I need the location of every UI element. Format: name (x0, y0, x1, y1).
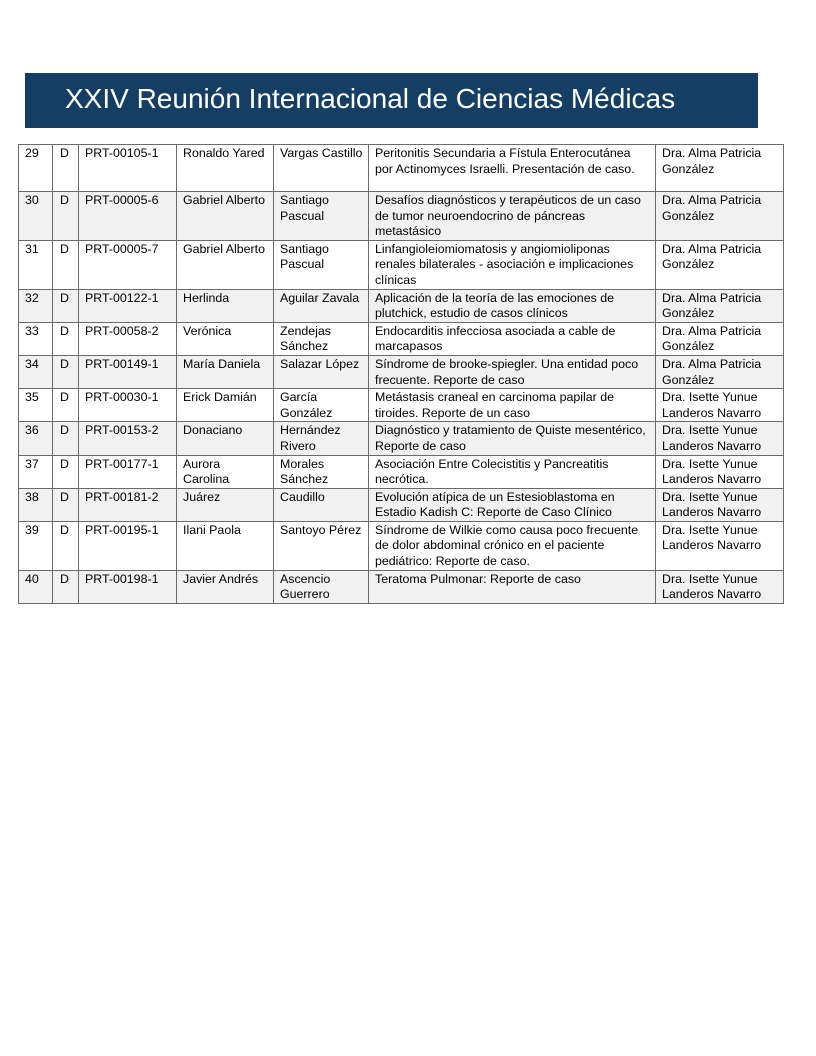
advisor-cell: Dra. Alma Patricia González (656, 322, 784, 355)
row-number-cell: 36 (19, 422, 53, 455)
registration-id-cell: PRT-00149-1 (79, 355, 177, 388)
type-cell: D (53, 521, 79, 570)
registration-id-cell: PRT-00005-7 (79, 240, 177, 289)
table-row (19, 389, 784, 422)
advisor-cell: Dra. Alma Patricia González (656, 240, 784, 289)
row-number-cell: 29 (19, 145, 53, 192)
registration-id-cell: PRT-00122-1 (79, 289, 177, 322)
work-title-cell: Desafíos diagnósticos y terapéuticos de un caso de tumor neuroendocrino de páncreas metastásico (369, 192, 656, 241)
registration-id-cell: PRT-00030-1 (79, 389, 177, 422)
last-name-cell: Zendejas Sánchez (274, 322, 369, 355)
table-row (19, 570, 784, 603)
row-number-cell: 37 (19, 455, 53, 488)
first-name-cell: Donaciano (177, 422, 274, 455)
table-row (19, 192, 784, 241)
work-title-cell: Peritonitis Secundaria a Fístula Enterocutánea por Actinomyces Israelli. Presentación de caso. (369, 145, 656, 192)
last-name-cell: Santiago Pascual (274, 240, 369, 289)
work-title-cell: Metástasis craneal en carcinoma papilar de tiroides. Reporte de un caso (369, 389, 656, 422)
registration-id-cell: PRT-00153-2 (79, 422, 177, 455)
registration-id-cell: PRT-00198-1 (79, 570, 177, 603)
advisor-cell: Dra. Alma Patricia González (656, 355, 784, 388)
work-title-cell: Asociación Entre Colecistitis y Pancreatitis necrótica. (369, 455, 656, 488)
first-name-cell: Verónica (177, 322, 274, 355)
work-title-cell: Evolución atípica de un Estesioblastoma en Estadio Kadish C: Reporte de Caso Clínico (369, 488, 656, 521)
last-name-cell: Salazar López (274, 355, 369, 388)
first-name-cell: Javier Andrés (177, 570, 274, 603)
first-name-cell: Ronaldo Yared (177, 145, 274, 192)
work-title-cell: Diagnóstico y tratamiento de Quiste mesentérico, Reporte de caso (369, 422, 656, 455)
type-cell: D (53, 240, 79, 289)
type-cell: D (53, 192, 79, 241)
last-name-cell: Hernández Rivero (274, 422, 369, 455)
work-title-cell: Aplicación de la teoría de las emociones de plutchick, estudio de casos clínicos (369, 289, 656, 322)
type-cell: D (53, 145, 79, 192)
type-cell: D (53, 422, 79, 455)
table-row (19, 289, 784, 322)
table-row (19, 521, 784, 570)
last-name-cell: Aguilar Zavala (274, 289, 369, 322)
row-number-cell: 30 (19, 192, 53, 241)
advisor-cell: Dra. Isette Yunue Landeros Navarro (656, 521, 784, 570)
row-number-cell: 35 (19, 389, 53, 422)
first-name-cell: María Daniela (177, 355, 274, 388)
row-number-cell: 34 (19, 355, 53, 388)
registration-id-cell: PRT-00058-2 (79, 322, 177, 355)
table-row (19, 355, 784, 388)
table-row (19, 322, 784, 355)
advisor-cell: Dra. Isette Yunue Landeros Navarro (656, 389, 784, 422)
table-row (19, 488, 784, 521)
registration-id-cell: PRT-00195-1 (79, 521, 177, 570)
type-cell: D (53, 455, 79, 488)
last-name-cell: Caudillo (274, 488, 369, 521)
table-row (19, 455, 784, 488)
advisor-cell: Dra. Isette Yunue Landeros Navarro (656, 570, 784, 603)
last-name-cell: Vargas Castillo (274, 145, 369, 192)
last-name-cell: Santoyo Pérez (274, 521, 369, 570)
work-title-cell: Endocarditis infecciosa asociada a cable de marcapasos (369, 322, 656, 355)
registration-id-cell: PRT-00181-2 (79, 488, 177, 521)
last-name-cell: García González (274, 389, 369, 422)
last-name-cell: Morales Sánchez (274, 455, 369, 488)
table-body (19, 145, 784, 604)
type-cell: D (53, 355, 79, 388)
type-cell: D (53, 289, 79, 322)
advisor-cell: Dra. Isette Yunue Landeros Navarro (656, 422, 784, 455)
type-cell: D (53, 322, 79, 355)
first-name-cell: Ilani Paola (177, 521, 274, 570)
row-number-cell: 39 (19, 521, 53, 570)
type-cell: D (53, 389, 79, 422)
table-row (19, 422, 784, 455)
type-cell: D (53, 488, 79, 521)
first-name-cell: Erick Damián (177, 389, 274, 422)
row-number-cell: 33 (19, 322, 53, 355)
first-name-cell: Herlinda (177, 289, 274, 322)
advisor-cell: Dra. Alma Patricia González (656, 289, 784, 322)
presentations-table (18, 144, 784, 604)
row-number-cell: 38 (19, 488, 53, 521)
table-row (19, 240, 784, 289)
registration-id-cell: PRT-00177-1 (79, 455, 177, 488)
work-title-cell: Teratoma Pulmonar: Reporte de caso (369, 570, 656, 603)
registration-id-cell: PRT-00105-1 (79, 145, 177, 192)
first-name-cell: Juárez (177, 488, 274, 521)
first-name-cell: Gabriel Alberto (177, 240, 274, 289)
work-title-cell: Síndrome de Wilkie como causa poco frecuente de dolor abdominal crónico en el paciente pediátrico: Reporte de caso. (369, 521, 656, 570)
last-name-cell: Ascencio Guerrero (274, 570, 369, 603)
row-number-cell: 31 (19, 240, 53, 289)
advisor-cell: Dra. Isette Yunue Landeros Navarro (656, 488, 784, 521)
header-banner (25, 73, 758, 128)
work-title-cell: Síndrome de brooke-spiegler. Una entidad poco frecuente. Reporte de caso (369, 355, 656, 388)
advisor-cell: Dra. Isette Yunue Landeros Navarro (656, 455, 784, 488)
advisor-cell: Dra. Alma Patricia González (656, 192, 784, 241)
first-name-cell: Gabriel Alberto (177, 192, 274, 241)
row-number-cell: 32 (19, 289, 53, 322)
table-row (19, 145, 784, 192)
page-title: XXIV Reunión Internacional de Ciencias Médicas (65, 83, 676, 114)
work-title-cell: Linfangioleiomiomatosis y angiomioliponas renales bilaterales - asociación e implicaciones clínicas (369, 240, 656, 289)
first-name-cell: Aurora Carolina (177, 455, 274, 488)
type-cell: D (53, 570, 79, 603)
row-number-cell: 40 (19, 570, 53, 603)
last-name-cell: Santiago Pascual (274, 192, 369, 241)
registration-id-cell: PRT-00005-6 (79, 192, 177, 241)
advisor-cell: Dra. Alma Patricia González (656, 145, 784, 192)
presentations-table-container (18, 144, 783, 604)
